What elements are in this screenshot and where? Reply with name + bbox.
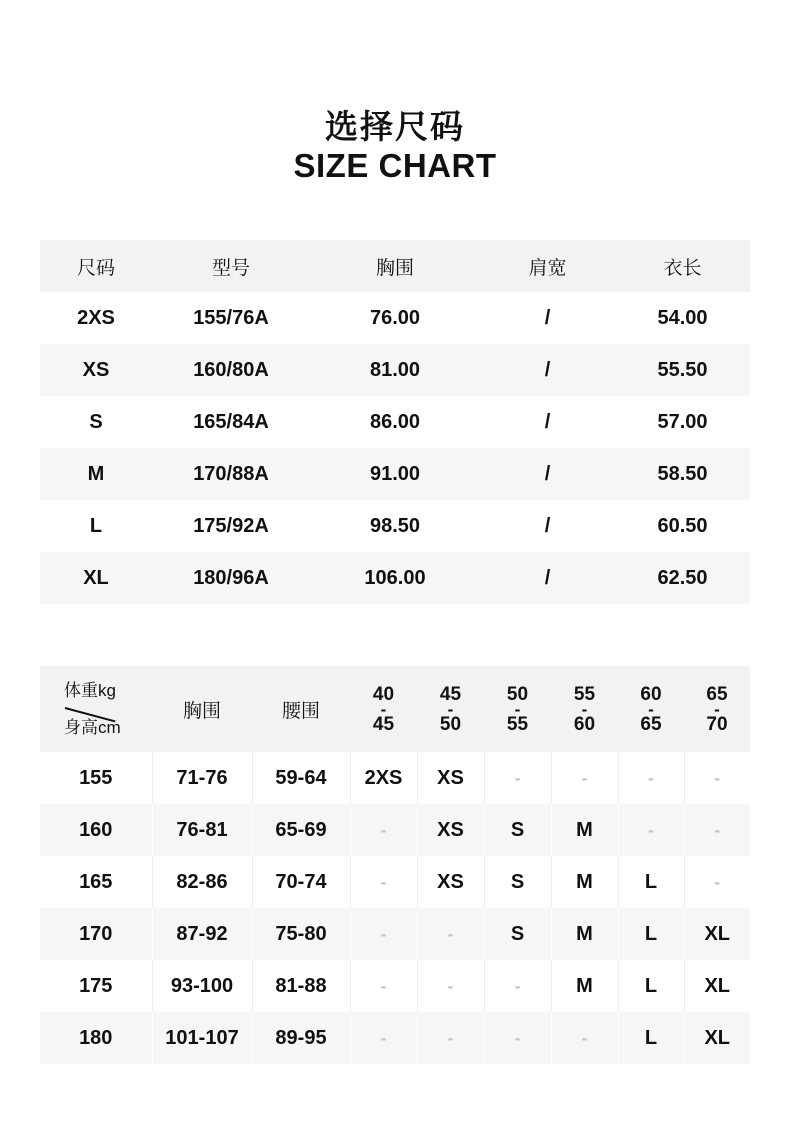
size-table-cell: XL (40, 552, 152, 604)
fit-table-cell: - (350, 908, 417, 960)
size-table-cell: / (480, 448, 615, 500)
fit-table-cell: L (618, 1012, 684, 1064)
col-header-weight-range: 50 - 55 (484, 666, 551, 752)
fit-table-header-row (40, 666, 750, 752)
size-table-row (40, 292, 750, 344)
fit-table-cell: - (618, 752, 684, 804)
col-header-chest-range: 胸围 (152, 666, 252, 752)
size-table-cell: 57.00 (657, 410, 708, 433)
garment-size-table (40, 240, 750, 604)
fit-table-cell: XL (684, 908, 750, 960)
size-table-cell: 175/92A (193, 514, 269, 537)
fit-table-cell: 101-107 (152, 1012, 252, 1064)
fit-table-row (40, 908, 750, 960)
fit-table-cell: XS (417, 752, 484, 804)
fit-table-cell: - (484, 960, 551, 1012)
size-table-row (40, 500, 750, 552)
size-table-cell: 2XS (77, 306, 115, 329)
size-table-cell: 76.00 (369, 306, 421, 329)
title-block (0, 106, 790, 184)
fit-table-cell: - (484, 1012, 551, 1064)
size-table-cell: 98.50 (369, 514, 421, 537)
fit-table-cell: L (618, 856, 684, 908)
fit-table-cell: S (484, 908, 551, 960)
col-header-waist-range: 腰围 (252, 666, 350, 752)
corner-weight-label: 体重kg (64, 680, 116, 700)
page-title-zh: 选择尺码 (325, 108, 465, 145)
corner-header-cell (40, 666, 152, 752)
fit-table-cell: - (551, 1012, 618, 1064)
fit-table-cell: 93-100 (152, 960, 252, 1012)
fit-table-cell: 2XS (350, 752, 417, 804)
col-header-shoulder: 肩宽 (480, 240, 615, 292)
fit-table-cell: - (417, 1012, 484, 1064)
size-table-cell: 160/80A (152, 344, 310, 396)
size-table-cell: M (40, 448, 152, 500)
fit-table-cell: S (484, 804, 551, 856)
fit-table-cell: - (684, 856, 750, 908)
fit-table-cell: 75-80 (252, 908, 350, 960)
size-table-row (40, 448, 750, 500)
col-header-size: 尺码 (40, 240, 152, 292)
fit-table-cell: - (350, 1012, 417, 1064)
size-table-cell: 54.00 (657, 306, 708, 329)
fit-table-cell: 165 (79, 870, 113, 893)
fit-table-cell: L (618, 960, 684, 1012)
size-table-cell: 180/96A (152, 552, 310, 604)
fit-table-cell: 87-92 (152, 908, 252, 960)
corner-height-label: 身高cm (64, 717, 121, 737)
fit-table-cell: - (417, 960, 484, 1012)
size-table-header-row (40, 240, 750, 292)
size-table-cell: S (89, 410, 103, 433)
fit-table-cell: L (618, 908, 684, 960)
fit-table-cell: 170 (40, 908, 152, 960)
size-table-cell: XS (40, 344, 152, 396)
fit-table-cell: S (484, 856, 551, 908)
fit-table-cell: 155 (79, 766, 113, 789)
fit-table-cell: XL (684, 960, 750, 1012)
fit-table-row (40, 752, 750, 804)
fit-table-cell: 175 (79, 974, 113, 997)
size-table-cell: / (480, 552, 615, 604)
fit-table-cell: 65-69 (252, 804, 350, 856)
size-table-cell: 60.50 (657, 514, 708, 537)
size-table-row (40, 344, 750, 396)
fit-table-cell: 59-64 (252, 752, 350, 804)
fit-table-cell: 89-95 (252, 1012, 350, 1064)
col-header-weight-range: 55 - 60 (551, 666, 618, 752)
fit-table-cell: - (684, 804, 750, 856)
size-table-cell: 86.00 (369, 410, 421, 433)
fit-table-cell: - (551, 752, 618, 804)
fit-table-cell: 70-74 (252, 856, 350, 908)
fit-table-cell: M (551, 908, 618, 960)
height-weight-fit-table (40, 666, 750, 1064)
fit-table-cell: - (350, 856, 417, 908)
fit-table-cell: 160 (40, 804, 152, 856)
fit-table-row (40, 1012, 750, 1064)
fit-table-row (40, 960, 750, 1012)
page-title-en: SIZE CHART (293, 147, 497, 184)
size-table-cell: / (544, 514, 551, 537)
col-header-weight-range: 65 - 70 (684, 666, 750, 752)
fit-table-cell: 71-76 (152, 752, 252, 804)
size-table-cell: 81.00 (310, 344, 480, 396)
fit-table-cell: - (618, 804, 684, 856)
fit-table-cell: XL (684, 1012, 750, 1064)
fit-table-cell: 76-81 (152, 804, 252, 856)
col-header-length: 衣长 (615, 240, 750, 292)
size-table-cell: 165/84A (193, 410, 269, 433)
fit-table-cell: - (484, 752, 551, 804)
col-header-weight-range: 40 - 45 (350, 666, 417, 752)
size-table-cell: 155/76A (193, 306, 269, 329)
fit-table-cell: 81-88 (252, 960, 350, 1012)
fit-table-cell: - (417, 908, 484, 960)
fit-table-cell: 82-86 (152, 856, 252, 908)
fit-table-cell: M (551, 804, 618, 856)
size-table-cell: 91.00 (310, 448, 480, 500)
size-table-cell: 62.50 (615, 552, 750, 604)
size-table-cell: / (544, 306, 551, 329)
fit-table-cell: M (551, 960, 618, 1012)
fit-table-cell: XS (417, 804, 484, 856)
fit-table-cell: - (684, 752, 750, 804)
size-table-cell: 170/88A (152, 448, 310, 500)
fit-table-cell: XS (417, 856, 484, 908)
size-table-cell: 58.50 (615, 448, 750, 500)
size-table-cell: / (480, 344, 615, 396)
col-header-weight-range: 45 - 50 (417, 666, 484, 752)
size-table-cell: 55.50 (615, 344, 750, 396)
size-table-cell: / (544, 410, 551, 433)
size-table-row (40, 552, 750, 604)
col-header-chest: 胸围 (310, 240, 480, 292)
fit-table-cell: M (551, 856, 618, 908)
fit-table-cell: 180 (40, 1012, 152, 1064)
fit-table-cell: - (350, 804, 417, 856)
col-header-weight-range: 60 - 65 (618, 666, 684, 752)
fit-table-cell: - (350, 960, 417, 1012)
fit-table-row (40, 804, 750, 856)
col-header-model: 型号 (152, 240, 310, 292)
size-table-row (40, 396, 750, 448)
size-table-cell: L (89, 514, 103, 537)
fit-table-row (40, 856, 750, 908)
size-table-cell: 106.00 (310, 552, 480, 604)
